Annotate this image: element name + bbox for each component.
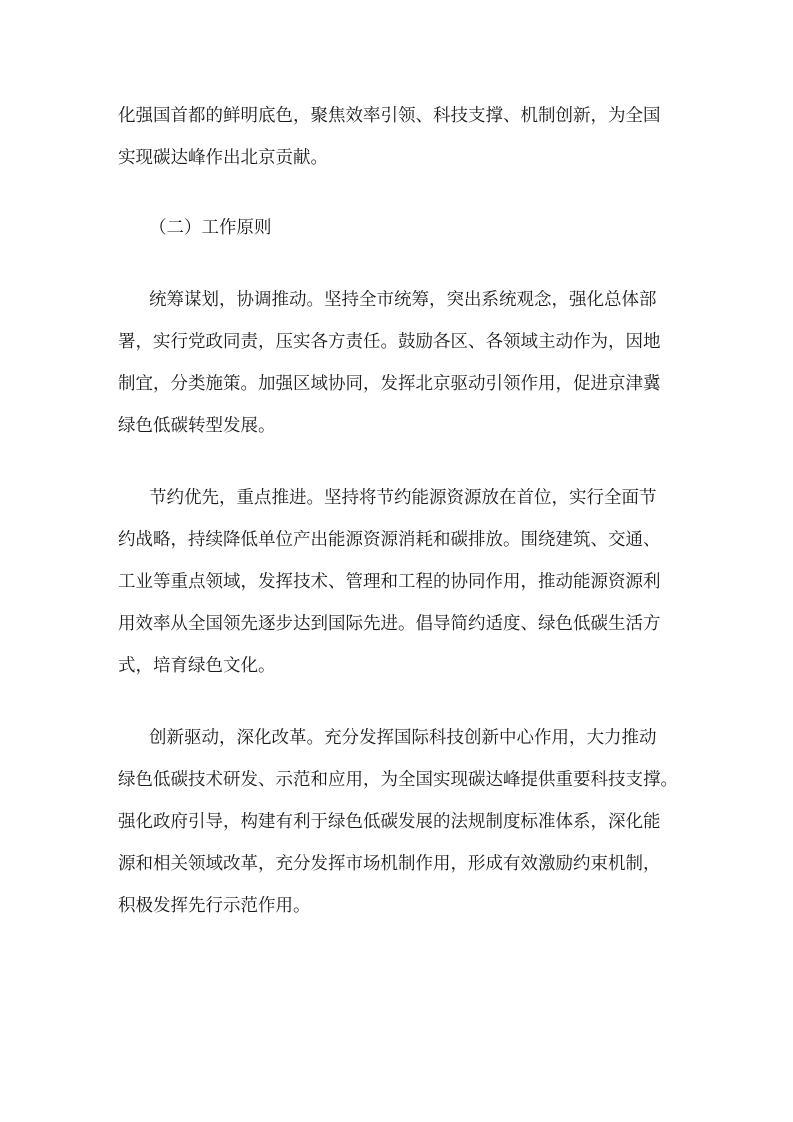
- text-line: 绿色低碳技术研发、示范和应用，为全国实现碳达峰提供重要科技支撑。: [118, 770, 678, 790]
- text-line: 用效率从全国领先逐步达到国际先进。倡导简约适度、绿色低碳生活方: [118, 614, 661, 634]
- text-line: 统筹谋划，协调推动。坚持全市统筹，突出系统观念，强化总体部: [149, 290, 657, 310]
- text-line: 积极发挥先行示范作用。: [118, 896, 311, 916]
- text-line: 实现碳达峰作出北京贡献。: [118, 148, 328, 168]
- section-heading: （二）工作原则: [149, 218, 272, 238]
- text-line: 绿色低碳转型发展。: [118, 416, 276, 436]
- text-line: 化强国首都的鲜明底色，聚焦效率引领、科技支撑、机制创新，为全国: [118, 106, 661, 126]
- text-line: 强化政府引导，构建有利于绿色低碳发展的法规制度标准体系，深化能: [118, 812, 661, 832]
- text-line: 制宜，分类施策。加强区域协同，发挥北京驱动引领作用，促进京津冀: [118, 374, 661, 394]
- text-line: 源和相关领域改革，充分发挥市场机制作用，形成有效激励约束机制，: [118, 854, 661, 874]
- text-line: 工业等重点领域，发挥技术、管理和工程的协同作用，推动能源资源利: [118, 572, 661, 592]
- text-line: 节约优先，重点推进。坚持将节约能源资源放在首位，实行全面节: [149, 488, 657, 508]
- text-line: 约战略，持续降低单位产出能源资源消耗和碳排放。围绕建筑、交通、: [118, 530, 661, 550]
- text-line: 署，实行党政同责，压实各方责任。鼓励各区、各领域主动作为，因地: [118, 332, 661, 352]
- text-line: 创新驱动，深化改革。充分发挥国际科技创新中心作用，大力推动: [149, 728, 657, 748]
- text-line: 式，培育绿色文化。: [118, 656, 276, 676]
